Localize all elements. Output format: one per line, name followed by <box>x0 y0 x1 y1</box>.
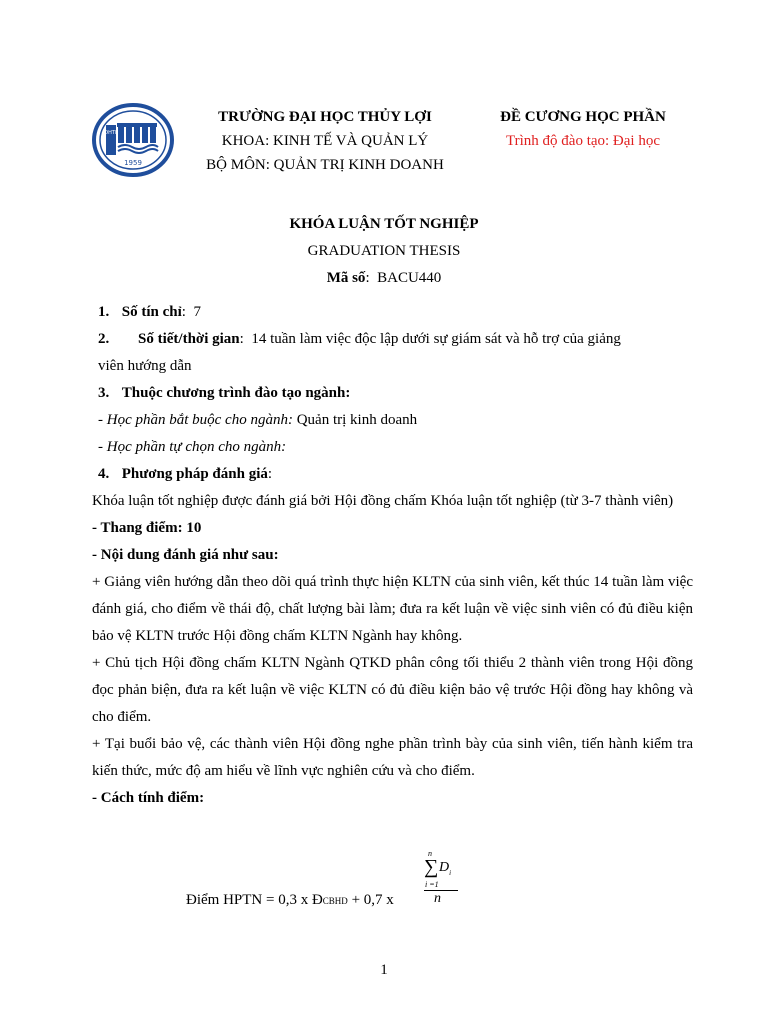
course-code-value: BACU440 <box>377 270 442 286</box>
sum-term-var: D <box>439 860 450 875</box>
credits-label: Số tín chỉ <box>121 304 182 320</box>
assessment-bullet: + Giảng viên hướng dẫn theo dõi quá trình thực hiện KLTN của sinh viên, kết thúc 14 tuần làm việc đánh giá, cho điểm về thái độ, chất lượng bài làm; đưa ra kết luận về việc sinh viên có đủ điều kiện bảo vệ KLTN trước Hội đồng chấm KLTN Ngành hay không. <box>92 574 693 644</box>
section-assessment <box>92 461 693 488</box>
department-name: BỘ MÔN: QUẢN TRỊ KINH DOANH <box>206 157 444 173</box>
university-name: TRƯỜNG ĐẠI HỌC THỦY LỢI <box>218 109 432 125</box>
sum-term-index: i <box>449 868 452 877</box>
program-elective: - Học phần tự chọn cho ngành: <box>98 439 287 455</box>
sum-lower-limit: i =1 <box>425 880 439 889</box>
formula-lhs: Điểm HPTN = 0,3 x Đ <box>186 892 323 908</box>
course-code <box>0 265 768 292</box>
calculation-heading: - Cách tính điểm: <box>92 790 205 806</box>
logo-year: 1959 <box>124 159 142 167</box>
course-body <box>92 299 693 812</box>
document-type: ĐỀ CƯƠNG HỌC PHẦN <box>500 109 666 125</box>
section-hours <box>92 326 693 353</box>
course-code-sep: : <box>365 270 370 286</box>
course-title-en: GRADUATION THESIS <box>307 243 461 259</box>
university-logo <box>92 103 174 177</box>
sum-upper-limit: n <box>428 849 432 858</box>
section-number: 1. <box>98 304 110 320</box>
course-code-label: Mã số <box>326 270 366 286</box>
grade-formula <box>186 848 486 908</box>
logo-text: ĐHTL <box>104 130 118 136</box>
course-title-vn: KHÓA LUẬN TỐT NGHIỆP <box>289 216 479 232</box>
credits-value: 7 <box>193 304 201 320</box>
section-credits <box>92 299 693 326</box>
hours-value: 14 tuần làm việc độc lập dưới sự giám sát và hỗ trợ của giảng <box>251 331 621 347</box>
header-institution <box>190 105 460 177</box>
formula-mid: + 0,7 x <box>347 892 394 908</box>
page-number: 1 <box>380 962 388 978</box>
hours-label: Số tiết/thời gian <box>138 331 240 347</box>
section-program <box>92 380 693 407</box>
training-level: Trình độ đào tạo: Đại học <box>505 133 660 149</box>
faculty-name: KHOA: KINH TẾ VÀ QUẢN LÝ <box>221 133 429 149</box>
assessment-intro: Khóa luận tốt nghiệp được đánh giá bởi Hội đồng chấm Khóa luận tốt nghiệp (từ 3-7 thành viên) <box>92 493 674 509</box>
assessment-bullet: + Chủ tịch Hội đồng chấm KLTN Ngành QTKD phân công tối thiểu 2 thành viên trong Hội đồng đọc phản biện, đưa ra kết luận về việc KLTN có đủ điều kiện bảo vệ trước Hội đồng hay không và cho điểm. <box>92 655 693 725</box>
credits-sep: : <box>181 304 186 320</box>
fraction-line <box>424 890 458 891</box>
section-number: 4. <box>98 466 110 482</box>
section-number: 3. <box>98 385 110 401</box>
formula-subscript: CBHD <box>322 896 348 906</box>
header-doc-info <box>478 105 688 153</box>
section-number: 2. <box>98 331 110 347</box>
program-mandatory <box>92 407 693 434</box>
formula-fraction <box>424 848 460 908</box>
mandatory-label: - Học phần bắt buộc cho ngành: <box>98 412 293 428</box>
assessment-label: Phương pháp đánh giá <box>121 466 268 482</box>
sum-symbol: ∑ <box>424 856 439 878</box>
formula-text <box>186 892 394 909</box>
sum-term <box>439 860 451 877</box>
section-hours-cont: viên hướng dẫn <box>98 358 192 374</box>
assessment-content-heading: - Nội dung đánh giá như sau: <box>92 547 279 563</box>
assessment-bullet: + Tại buổi bảo vệ, các thành viên Hội đồng nghe phần trình bày của sinh viên, tiến hành kiểm tra kiến thức, mức độ am hiểu về lĩnh vực nghiên cứu và cho điểm. <box>92 736 693 779</box>
assessment-sep: : <box>267 466 273 482</box>
mandatory-value: Quản trị kinh doanh <box>296 412 418 428</box>
grading-scale: - Thang điểm: 10 <box>92 520 202 536</box>
hours-sep: : <box>239 331 244 347</box>
course-title-block <box>0 211 768 292</box>
fraction-denominator: n <box>434 891 441 906</box>
program-label: Thuộc chương trình đào tạo ngành: <box>121 385 351 401</box>
